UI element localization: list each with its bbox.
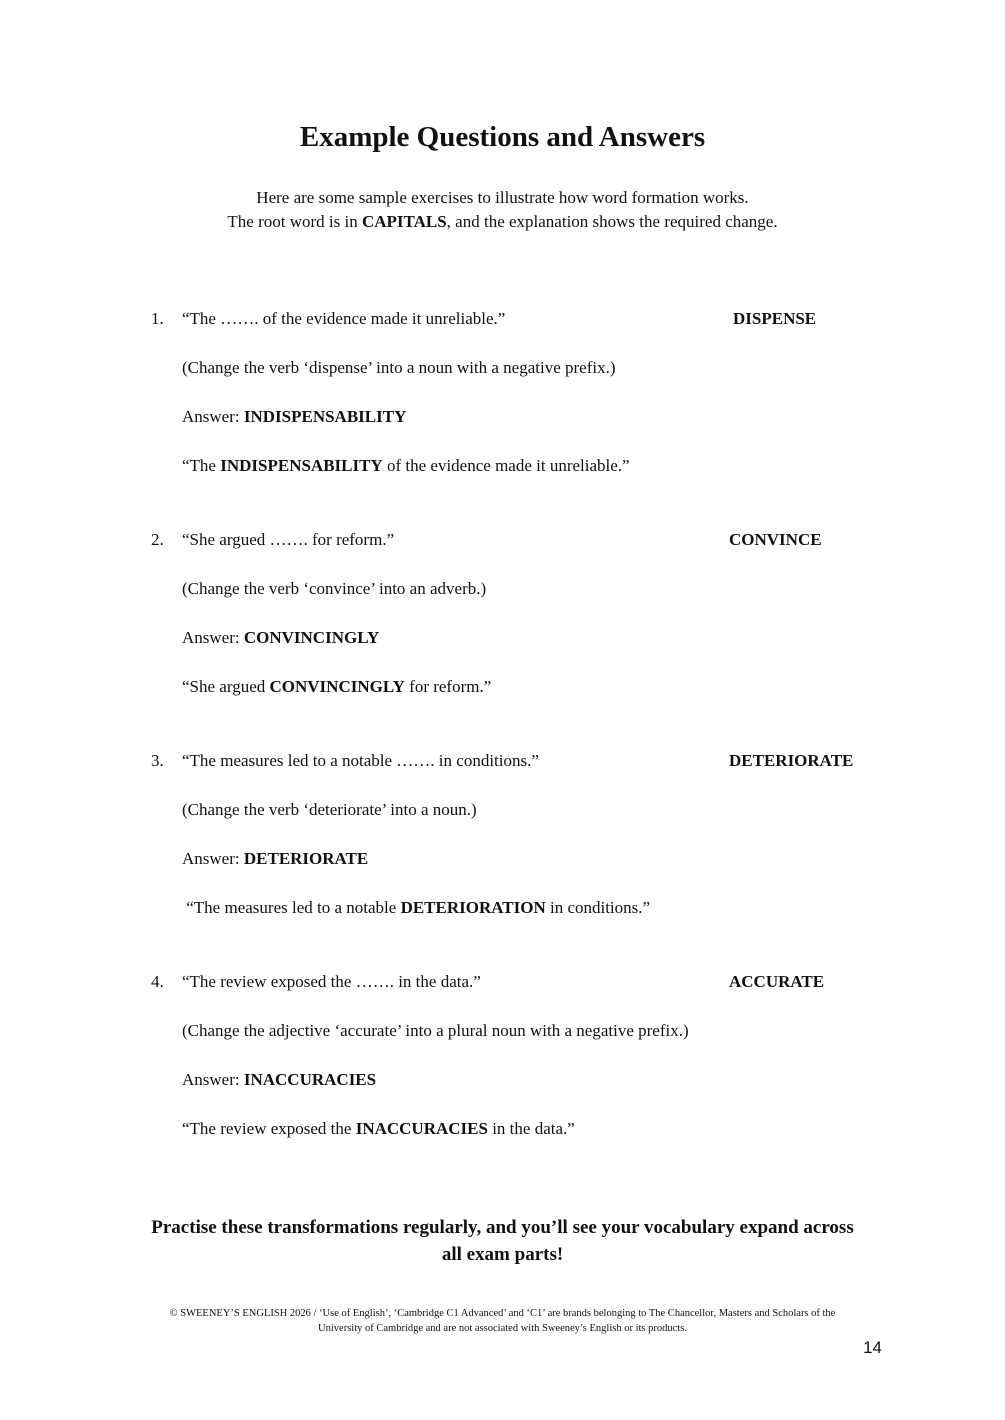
full-sentence-pre: “She argued xyxy=(182,677,270,696)
answer-word: CONVINCINGLY xyxy=(243,628,380,647)
answer-word: DETERIORATE xyxy=(243,849,369,868)
answer-label: Answer: xyxy=(182,628,244,647)
answer-label: Answer: xyxy=(182,1070,244,1089)
root-word: DETERIORATE xyxy=(729,751,854,770)
page-number: 14 xyxy=(863,1338,882,1357)
question-number: 3. xyxy=(151,751,164,770)
closing-line-1: Practise these transformations regularly, and you’ll see your vocabulary expand across xyxy=(151,1217,854,1238)
full-sentence-answer: CONVINCINGLY xyxy=(269,677,405,696)
full-sentence-pre: “The measures led to a notable xyxy=(182,898,401,917)
copyright-line-2: University of Cambridge and are not associated with Sweeney’s English or its products. xyxy=(318,1323,687,1334)
question-line xyxy=(0,528,1005,552)
question-explanation: (Change the adjective ‘accurate’ into a plural noun with a negative prefix.) xyxy=(182,1021,689,1040)
intro-text xyxy=(0,186,1005,234)
question-line xyxy=(0,307,1005,331)
question-full-sentence xyxy=(182,454,630,478)
full-sentence-answer: DETERIORATION xyxy=(400,898,546,917)
answer-word: INACCURACIES xyxy=(243,1070,377,1089)
closing-line-2: all exam parts! xyxy=(441,1244,564,1265)
question-explanation: (Change the verb ‘deteriorate’ into a noun.) xyxy=(182,800,477,819)
question-explanation: (Change the verb ‘dispense’ into a noun with a negative prefix.) xyxy=(182,358,616,377)
question-answer xyxy=(182,405,406,429)
answer-label: Answer: xyxy=(182,849,244,868)
root-word: CONVINCE xyxy=(729,530,822,549)
full-sentence-post: in the data.” xyxy=(487,1119,575,1138)
question-number: 1. xyxy=(151,309,164,328)
question-number: 2. xyxy=(151,530,164,549)
intro-line-2 xyxy=(0,210,1005,234)
question-full-sentence xyxy=(182,675,491,699)
question-line xyxy=(0,970,1005,994)
question-answer xyxy=(182,626,379,650)
intro-line-1: Here are some sample exercises to illustrate how word formation works. xyxy=(256,188,749,207)
question-full-sentence xyxy=(182,896,650,920)
question-sentence: “The measures led to a notable ……. in conditions.” xyxy=(182,751,539,770)
intro-line-2-post: , and the explanation shows the required change. xyxy=(446,212,778,231)
full-sentence-post: in conditions.” xyxy=(545,898,651,917)
root-word: ACCURATE xyxy=(729,972,825,991)
answer-label: Answer: xyxy=(182,407,244,426)
closing-message xyxy=(100,1214,905,1268)
full-sentence-post: of the evidence made it unreliable.” xyxy=(382,456,630,475)
question-explanation: (Change the verb ‘convince’ into an adverb.) xyxy=(182,579,487,598)
page-title: Example Questions and Answers xyxy=(299,121,706,153)
root-word: DISPENSE xyxy=(733,309,817,328)
full-sentence-answer: INACCURACIES xyxy=(355,1119,488,1138)
question-sentence: “The ……. of the evidence made it unreliable.” xyxy=(182,309,506,328)
intro-capitals: CAPITALS xyxy=(361,212,447,231)
question-full-sentence xyxy=(182,1117,575,1141)
question-line xyxy=(0,749,1005,773)
question-number: 4. xyxy=(151,972,164,991)
copyright-notice xyxy=(110,1306,895,1336)
full-sentence-answer: INDISPENSABILITY xyxy=(220,456,383,475)
copyright-line-1: © SWEENEY’S ENGLISH 2026 / ‘Use of English’, ‘Cambridge C1 Advanced’ and ‘C1’ are brands belonging to The Chancellor, Masters and Scholars of the xyxy=(169,1308,836,1319)
full-sentence-post: for reform.” xyxy=(404,677,492,696)
answer-word: INDISPENSABILITY xyxy=(243,407,407,426)
full-sentence-pre: “The xyxy=(182,456,221,475)
question-answer xyxy=(182,1068,376,1092)
question-sentence: “She argued ……. for reform.” xyxy=(182,530,395,549)
full-sentence-pre: “The review exposed the xyxy=(182,1119,356,1138)
question-answer xyxy=(182,847,368,871)
intro-line-2-pre: The root word is in xyxy=(227,212,362,231)
question-sentence: “The review exposed the ……. in the data.” xyxy=(182,972,481,991)
